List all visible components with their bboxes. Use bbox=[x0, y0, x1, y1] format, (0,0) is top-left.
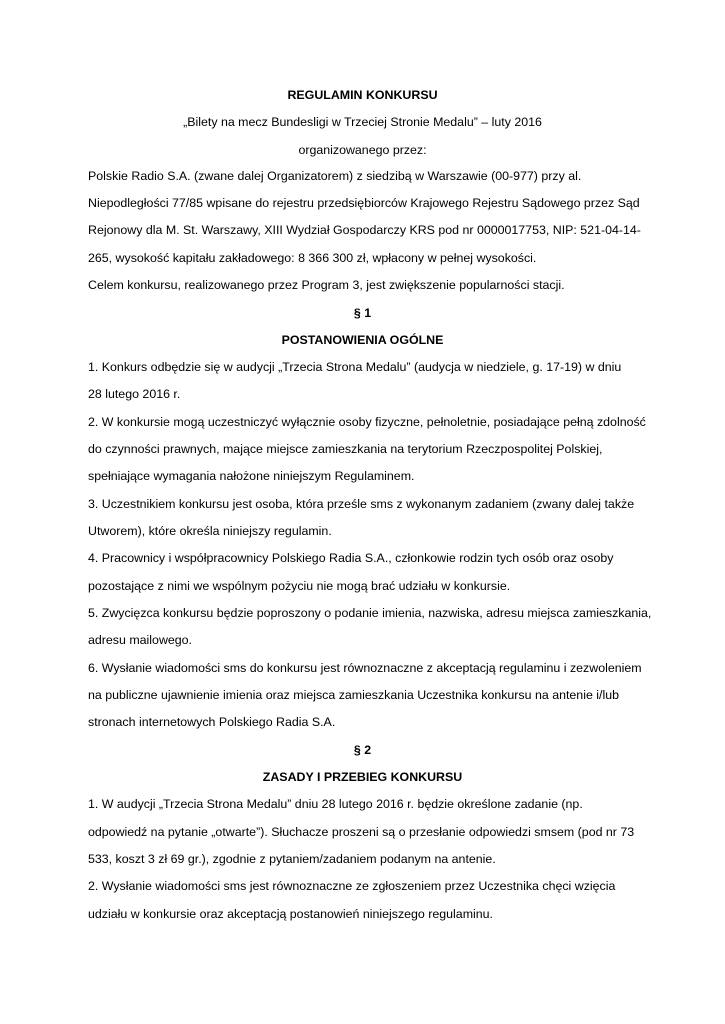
section-2-line: 533, koszt 3 zł 69 gr.), zgodnie z pytaniem/zadaniem podanym na antenie. bbox=[88, 852, 496, 866]
section-1-line: 6. Wysłanie wiadomości sms do konkursu jest równoznaczne z akceptacją regulaminu i zezwoleniem bbox=[88, 661, 642, 675]
intro-line: Polskie Radio S.A. (zwane dalej Organizatorem) z siedzibą w Warszawie (00-977) przy al. bbox=[88, 169, 582, 183]
intro-line: Niepodległości 77/85 wpisane do rejestru przedsiębiorców Krajowego Rejestru Sądowego przez Sąd bbox=[88, 196, 640, 210]
intro-line: Rejonowy dla M. St. Warszawy, XIII Wydział Gospodarczy KRS pod nr 0000017753, NIP: 521-04-14- bbox=[88, 223, 641, 237]
section-2-number: § 2 bbox=[353, 743, 372, 757]
organized-by-label: organizowanego przez: bbox=[298, 143, 427, 157]
section-2-line: udziału w konkursie oraz akceptacją postanowień niniejszego regulaminu. bbox=[88, 907, 493, 921]
section-1-line: 1. Konkurs odbędzie się w audycji „Trzecia Strona Medalu” (audycja w niedziele, g. 17-19) w dniu bbox=[88, 360, 622, 374]
intro-line: Celem konkursu, realizowanego przez Program 3, jest zwiększenie popularności stacji. bbox=[88, 278, 565, 292]
section-1-line: Utworem), które określa niniejszy regulamin. bbox=[88, 524, 332, 538]
section-1-line: na publiczne ujawnienie imienia oraz miejsca zamieszkania Uczestnika konkursu na antenie i/lub bbox=[88, 688, 620, 702]
section-2-line: odpowiedź na pytanie „otwarte”). Słuchacze proszeni są o przesłanie odpowiedzi smsem (pod nr 73 bbox=[88, 825, 635, 839]
section-2-heading: ZASADY I PRZEBIEG KONKURSU bbox=[262, 770, 463, 784]
section-1-line: 4. Pracownicy i współpracownicy Polskiego Radia S.A., członkowie rodzin tych osób oraz osoby bbox=[88, 551, 614, 565]
section-1-line: adresu mailowego. bbox=[88, 633, 193, 647]
section-2-line: 1. W audycji „Trzecia Strona Medalu” dniu 28 lutego 2016 r. będzie określone zadanie (np. bbox=[88, 797, 583, 811]
document-subtitle: „Bilety na mecz Bundesligi w Trzeciej Stronie Medalu” – luty 2016 bbox=[183, 115, 542, 129]
section-1-line: 28 lutego 2016 r. bbox=[88, 387, 181, 401]
section-1-line: pozostające z nimi we wspólnym pożyciu nie mogą brać udziału w konkursie. bbox=[88, 579, 511, 593]
section-1-line: 5. Zwycięzca konkursu będzie poproszony o podanie imienia, nazwiska, adresu miejsca zamieszkania, bbox=[88, 606, 652, 620]
section-2-line: 2. Wysłanie wiadomości sms jest równoznaczne ze zgłoszeniem przez Uczestnika chęci wzięcia bbox=[88, 879, 616, 893]
intro-line: 265, wysokość kapitału zakładowego: 8 366 300 zł, wpłacony w pełnej wysokości. bbox=[88, 251, 537, 265]
section-1-line: 2. W konkursie mogą uczestniczyć wyłącznie osoby fizyczne, pełnoletnie, posiadające pełną zdolność bbox=[88, 415, 646, 429]
section-1-line: 3. Uczestnikiem konkursu jest osoba, która prześle sms z wykonanym zadaniem (zwany dalej także bbox=[88, 497, 635, 511]
document-title: REGULAMIN KONKURSU bbox=[287, 88, 438, 102]
section-1-line: stronach internetowych Polskiego Radia S.A. bbox=[88, 715, 336, 729]
section-1-line: spełniające wymagania nałożone niniejszym Regulaminem. bbox=[88, 469, 415, 483]
section-1-line: do czynności prawnych, mające miejsce zamieszkania na terytorium Rzeczpospolitej Polskiej, bbox=[88, 442, 603, 456]
section-1-heading: POSTANOWIENIA OGÓLNE bbox=[281, 333, 444, 347]
section-1-number: § 1 bbox=[353, 306, 372, 320]
